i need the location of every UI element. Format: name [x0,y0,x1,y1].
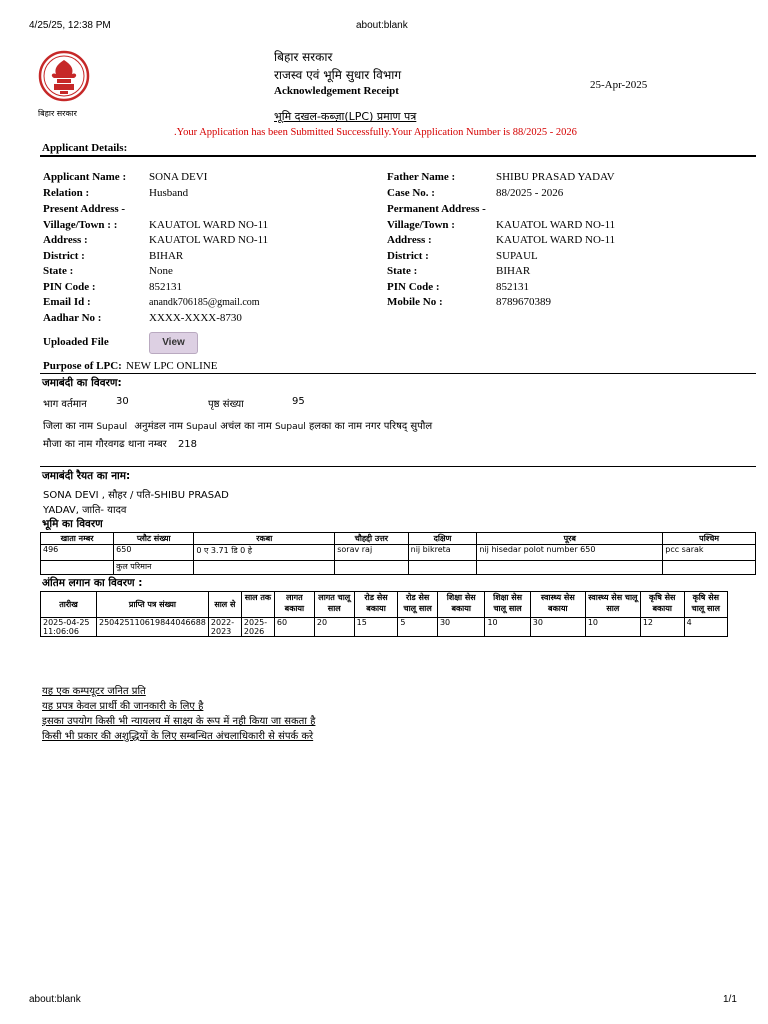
label-perm-village-town: Village/Town : [387,219,455,231]
purpose-label: Purpose of LPC: [43,360,122,372]
label-applicant-name: Applicant Name : [43,171,127,183]
col-date: तारीख [41,592,97,618]
mauja-value: गौरवगढ [95,439,125,450]
col-road-due: रोड सेस बकाया [354,592,398,618]
uploaded-file-label: Uploaded File [43,336,109,348]
district-value: Supaul [96,422,128,432]
success-message: .Your Application has been Submitted Successfully.Your Application Number is 88/2025 - 2026 [174,127,577,138]
label-case-no: Case No. : [387,187,435,199]
subdiv-value: Supaul [186,422,218,432]
col-agri-current: कृषि सेस चालू साल [684,592,727,618]
total-label: कुल परिमान [114,561,194,575]
raiyat-line-1: SONA DEVI , सौहर / पति-SHIBU PRASAD [43,490,229,501]
divider [40,373,756,374]
cell: sorav raj [335,545,408,561]
land-details-table [40,532,756,575]
cell: 30 [530,618,585,637]
thana-value: 218 [177,439,198,450]
label-present-address: Present Address - [43,203,126,215]
cell: 2025-2026 [241,618,274,637]
cell [194,561,335,575]
page-value: 95 [292,396,305,407]
value-email: anandk706185@gmail.com [149,297,260,308]
receipt-date: 25-Apr-2025 [590,79,648,91]
purpose-value: NEW LPC ONLINE [126,360,218,372]
cell [408,561,477,575]
cell [335,561,408,575]
thana-label: थाना नम्बर [127,439,167,450]
raiyat-title: जमाबंदी रैयत का नाम: [42,470,131,482]
col-plot: प्लौट संख्या [114,533,194,545]
value-perm-address: KAUATOL WARD NO-11 [496,234,616,246]
dept-name: राजस्व एवं भूमि सुधार विभाग [274,68,402,82]
label-mobile: Mobile No : [387,296,443,308]
bihar-emblem-logo [38,50,90,102]
print-datetime: 4/25/25, 12:38 PM [29,20,111,31]
value-perm-district: SUPAUL [496,250,538,262]
cell: 60 [274,618,314,637]
col-lagat-current: लागत चालू साल [314,592,354,618]
cell: 0 ए 3.71 डि 0 हे [194,545,335,561]
footer-url: about:blank [29,994,81,1005]
cell: 4 [684,618,727,637]
label-relation: Relation : [43,187,90,199]
table-row [41,545,756,561]
label-father-name: Father Name : [387,171,456,183]
value-applicant-name: SONA DEVI [149,171,208,183]
mauja-label: मौजा का नाम [43,439,93,450]
raiyat-line-2: YADAV, जाति- यादव [43,505,127,516]
value-perm-state: BIHAR [496,265,531,277]
receipt-title: Acknowledgement Receipt [274,85,399,97]
certificate-title: भूमि दखल-कब्ज़ा(LPC) प्रमाण पत्र [274,110,417,123]
cell: 20 [314,618,354,637]
value-relation: Husband [149,187,189,199]
cell: 2025-04-25 11:06:06 [41,618,97,637]
col-receipt-no: प्राप्ति पत्र संख्या [97,592,209,618]
divider [40,466,756,467]
col-khata: खाता नम्बर [41,533,114,545]
note-line: किसी भी प्रकार की अशुद्धियों के लिए सम्बन्धित अंचलाधिकारी से संपर्क करे [42,731,314,742]
value-district: BIHAR [149,250,184,262]
location-line [43,418,432,432]
label-district: District : [43,250,85,262]
print-url: about:blank [356,20,408,31]
value-village-town: KAUATOL WARD NO-11 [149,219,269,231]
applicant-section-title: Applicant Details: [42,142,128,154]
bhag-value: 30 [116,396,129,407]
value-pin-code: 852131 [149,281,182,293]
value-aadhar: XXXX-XXXX-8730 [149,312,242,324]
cell: 15 [354,618,398,637]
col-lagat-due: लागत बकाया [274,592,314,618]
cell: pcc sarak [663,545,756,561]
mauja-line [43,436,197,450]
col-health-current: स्वास्थ्य सेस चालू साल [585,592,640,618]
table-row [41,618,728,637]
table-total-row [41,561,756,575]
label-perm-district: District : [387,250,429,262]
cell: nij bikreta [408,545,477,561]
cell: 496 [41,545,114,561]
lagan-table [40,591,728,637]
note-line: यह प्रपत्र केवल प्रार्थी की जानकारी के लिए है [42,701,204,712]
gov-name: बिहार सरकार [274,50,333,64]
value-address: KAUATOL WARD NO-11 [149,234,269,246]
subdiv-label: अनुमंडल नाम [134,421,183,432]
label-perm-state: State : [387,265,418,277]
circle-value: Supaul [274,422,306,432]
label-email: Email Id : [43,296,91,308]
page-label: पृष्ठ संख्या [208,399,244,410]
halka-label: हलका का नाम [308,421,363,432]
label-village-town: Village/Town : : [43,219,118,231]
view-file-button[interactable]: View [149,332,198,354]
cell: 650 [114,545,194,561]
circle-label: अचंल का नाम [220,421,272,432]
label-address: Address : [43,234,88,246]
footer-page: 1/1 [723,994,737,1005]
col-east: पूरब [477,533,663,545]
col-edu-due: शिक्षा सेस बकाया [437,592,484,618]
cell [41,561,114,575]
value-mobile: 8789670389 [496,296,551,308]
note-line: यह एक कम्पयूटर जनित प्रति [42,686,146,697]
cell: 10 [485,618,530,637]
col-rakba: रकबा [194,533,335,545]
cell: nij hisedar polot number 650 [477,545,663,561]
table-header-row [41,592,728,618]
cell: 10 [585,618,640,637]
label-perm-address: Address : [387,234,432,246]
col-west: पश्चिम [663,533,756,545]
section-divider [40,155,756,157]
col-edu-current: शिक्षा सेस चालू साल [485,592,530,618]
lagan-title: अंतिम लगान का विवरण : [42,577,143,589]
col-health-due: स्वास्थ्य सेस बकाया [530,592,585,618]
land-title: भूमि का विवरण [42,518,103,530]
col-year-to: साल तक [241,592,274,618]
col-north: चौहद्दी उत्तर [335,533,408,545]
value-father-name: SHIBU PRASAD YADAV [496,171,615,183]
cell: 12 [640,618,684,637]
value-case-no: 88/2025 - 2026 [496,187,564,199]
value-perm-village-town: KAUATOL WARD NO-11 [496,219,616,231]
cell [663,561,756,575]
logo-caption: बिहार सरकार [38,109,77,118]
table-header-row [41,533,756,545]
halka-value: नगर परिषद् सुपौल [365,421,433,432]
cell: 2022-2023 [208,618,241,637]
label-state: State : [43,265,74,277]
col-road-current: रोड सेस चालू साल [398,592,438,618]
col-agri-due: कृषि सेस बकाया [640,592,684,618]
value-perm-pin: 852131 [496,281,529,293]
note-line: इसका उपयोग किसी भी न्यायलय में साक्ष्य के रूप में नही किया जा सकता है [42,716,316,727]
label-permanent-address: Permanent Address - [387,203,486,215]
cell: 250425110619844046688 [97,618,209,637]
label-pin-code: PIN Code : [43,281,96,293]
col-year-from: साल से [208,592,241,618]
label-aadhar: Aadhar No : [43,312,102,324]
jamabandi-title: जमाबंदी का विवरण: [42,377,122,389]
district-label: जिला का नाम [43,421,94,432]
cell: 30 [437,618,484,637]
cell: 5 [398,618,438,637]
label-perm-pin: PIN Code : [387,281,440,293]
bhag-label: भाग वर्तमान [43,399,87,410]
col-south: दक्षिण [408,533,477,545]
cell [477,561,663,575]
value-state: None [149,265,173,277]
